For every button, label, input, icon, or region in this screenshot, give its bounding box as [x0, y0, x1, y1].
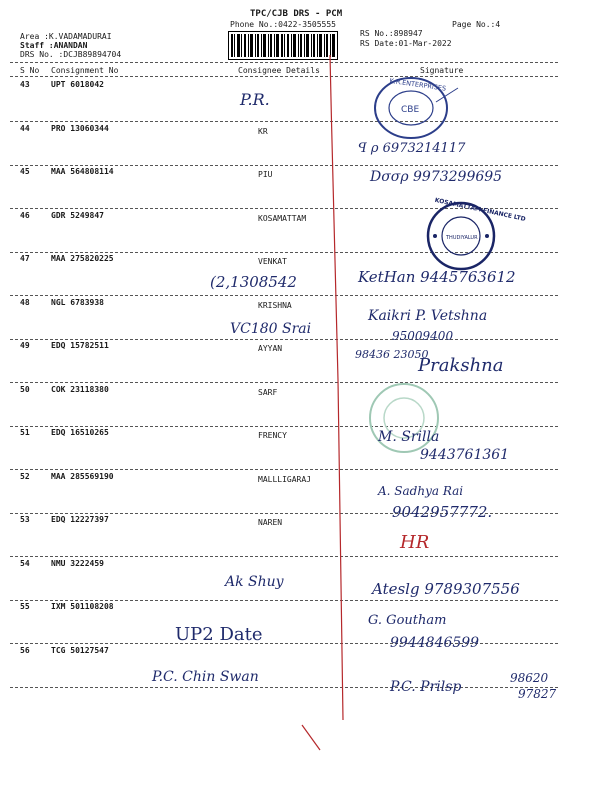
faint-stamp [364, 378, 444, 458]
row-sno: 48 [20, 298, 30, 307]
hw-56d: 97827 [518, 687, 557, 701]
hw-47b: KetHan 9445763612 [358, 268, 516, 286]
col-consignee: Consignee Details [238, 66, 320, 75]
row-sno: 54 [20, 559, 30, 568]
row-sno: 51 [20, 428, 30, 437]
row-sno: 45 [20, 167, 30, 176]
row-consignee: KR [258, 127, 268, 136]
page-number: Page No.:4 [452, 20, 501, 29]
hw-49b: Prakshna [418, 355, 504, 376]
row-sno: 46 [20, 211, 30, 220]
row-sno: 49 [20, 341, 30, 350]
stamp2-center: THUDIYALUR [446, 235, 478, 241]
hw-55c: 9944846599 [390, 635, 480, 651]
hw-48c: 95009400 [392, 329, 454, 343]
row-consignment-no: COK 23118380 [51, 385, 109, 394]
hw-52a: A. Sadhya Rai [378, 484, 464, 498]
row-consignee: VENKAT [258, 257, 287, 266]
finance-stamp [425, 196, 527, 276]
row-sno: 47 [20, 254, 30, 263]
row-consignment-no: EDQ 12227397 [51, 515, 109, 524]
row-sno: 44 [20, 124, 30, 133]
rs-number: RS No.:898947 [360, 29, 423, 38]
rs-date: RS Date:01-Mar-2022 [360, 39, 452, 48]
row-consignee: KOSAMATTAM [258, 214, 307, 223]
col-sno: S No [20, 66, 40, 75]
stamp2-ring: KOSAMATTAM FINANCE LTD [434, 196, 527, 223]
stamp1-center: CBE [401, 105, 420, 115]
row-sno: 43 [20, 80, 30, 89]
hw-54a: Ak Shuy [225, 574, 284, 590]
row-consignment-no: MAA 275820225 [51, 254, 114, 263]
hw-52b: 9042957772. [392, 503, 493, 521]
hw-56c: 98620 [510, 671, 549, 685]
row-consignment-no: NGL 6783938 [51, 298, 104, 307]
row-consignee: MALLLIGARAJ [258, 475, 311, 484]
row-consignee: FRENCY [258, 431, 287, 440]
hw-51b: 9443761361 [420, 447, 510, 463]
hw-48b: Kaikri P. Vetshna [368, 308, 488, 324]
row-sno: 56 [20, 646, 30, 655]
header-title: TPC/CJB DRS - PCM [250, 9, 343, 19]
row-consignment-no: GDR 5249847 [51, 211, 104, 220]
hw-55a: UP2 Date [175, 624, 263, 645]
row-consignee: AYYAN [258, 344, 283, 353]
row-consignment-no: TCG 50127547 [51, 646, 109, 655]
row-consignment-no: NMU 3222459 [51, 559, 104, 568]
row-sno: 53 [20, 515, 30, 524]
hw-48a: VC180 Srai [230, 321, 312, 337]
row-consignment-no: PRO 13060344 [51, 124, 109, 133]
hw-43: P.R. [240, 90, 270, 109]
hw-47a: (2,1308542 [210, 273, 297, 291]
hw-51a: M. Srilla [378, 429, 440, 445]
hw-56a: P.C. Chin Swan [152, 669, 259, 685]
row-sno: 50 [20, 385, 30, 394]
row-consignee: KRISHNA [258, 301, 292, 310]
row-consignment-no: MAA 285569190 [51, 472, 114, 481]
col-consignment: Consignment No [51, 66, 119, 75]
row-sno: 55 [20, 602, 30, 611]
staff-label: Staff :ANANDAN [20, 41, 88, 50]
hw-45: Dσσρ 9973299695 [370, 169, 503, 185]
row-consignee: SARF [258, 388, 278, 397]
hw-54b: Ateslg 9789307556 [372, 580, 520, 598]
area-label: Area :K.VADAMADURAI [20, 32, 112, 41]
hw-56b: P.C. Prilsp [390, 679, 462, 695]
phone-number: Phone No.:0422-3505555 [230, 20, 336, 29]
row-consignee: PIU [258, 170, 273, 179]
row-consignment-no: IXM 501108208 [51, 602, 114, 611]
stamp1-ring: K.R.ENTERPRISES [389, 76, 447, 93]
enterprise-stamp [366, 72, 462, 142]
hw-44: ꟼ ρ 6973214117 [358, 141, 466, 156]
col-signature: Signature [420, 66, 464, 75]
row-consignment-no: MAA 564808114 [51, 167, 114, 176]
hw-49a: 98436 23050 [355, 348, 429, 361]
hw-55b: G. Goutham [368, 613, 447, 628]
row-sno: 52 [20, 472, 30, 481]
row-consignment-no: EDQ 15782511 [51, 341, 109, 350]
row-consignment-no: UPT 6018042 [51, 80, 104, 89]
hw-53: HR [400, 532, 430, 553]
row-consignee: NAREN [258, 518, 283, 527]
row-consignment-no: EDQ 16510265 [51, 428, 109, 437]
drs-number: DRS No. :DCJB89894704 [20, 50, 122, 59]
